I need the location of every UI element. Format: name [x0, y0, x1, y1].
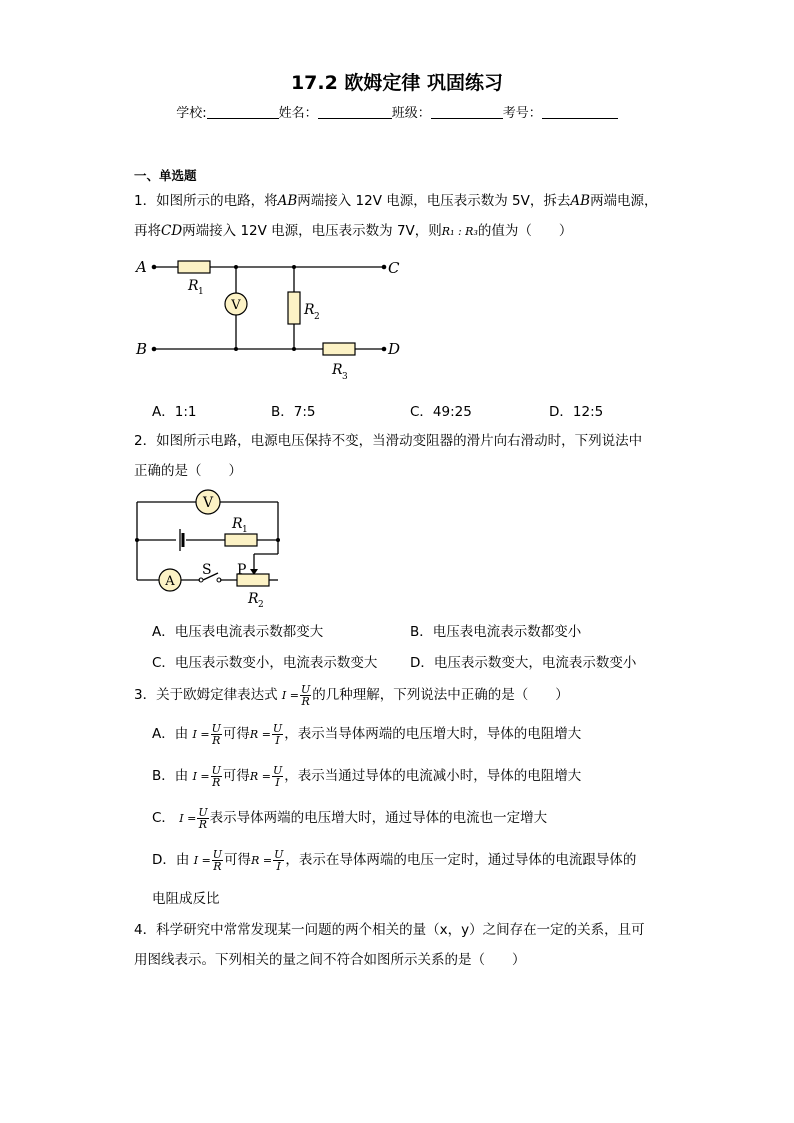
q1-line-1: 1．如图所示的电路，将AB两端接入 12V 电源，电压表示数为 5V，拆去AB两端电源，: [134, 193, 658, 209]
exam-no-blank: [542, 104, 618, 119]
r2-subscript-q2: 2: [258, 600, 264, 610]
switch-label: S: [202, 562, 212, 578]
q3-option-d[interactable]: D．由 I = $\frac{U}{R}$ 可得R = $\frac{U}{I}$ ，表示在导体两端的电压一定时，通过导体的电流跟导体的: [152, 847, 637, 873]
q2-option-a[interactable]: A．电压表电流表示数都变大: [152, 624, 324, 640]
slider-label: P: [237, 562, 247, 578]
exam-no-label: 考号：: [502, 106, 542, 121]
resistor-r1-q2: [225, 534, 257, 546]
name-label: 姓名：: [278, 106, 318, 121]
r2-label: R: [304, 302, 315, 318]
q1-option-b[interactable]: B．7:5: [271, 404, 316, 420]
r2-subscript: 2: [314, 312, 320, 322]
question-3: 3．关于欧姆定律表达式 I = $\frac{U}{R}$ 的几种理解，下列说法中正确的是（ ）: [134, 682, 569, 708]
q2-option-b[interactable]: B．电压表电流表示数都变小: [410, 624, 582, 640]
school-blank: [207, 104, 279, 119]
student-info-line: [0, 102, 794, 121]
r1-subscript: 1: [198, 287, 204, 297]
section-title: 一、单选题: [134, 168, 197, 183]
voltmeter-label: V: [231, 298, 241, 313]
terminal-c-label: C: [388, 259, 400, 277]
r2-label-q2: R: [248, 591, 259, 607]
terminal-a-label: A: [136, 258, 147, 276]
q3-option-b[interactable]: B．由 I = $\frac{U}{R}$ 可得R = $\frac{U}{I}$ ，表示当通过导体的电流减小时，导体的电阻增大: [152, 763, 582, 789]
class-label: 班级：: [391, 106, 431, 121]
q4-line-1: 4．科学研究中常常发现某一问题的两个相关的量（x，y）之间存在一定的关系，且可: [134, 922, 645, 938]
question-4: [134, 915, 674, 975]
q2-line-2: 正确的是（ ）: [134, 463, 242, 479]
ratio-formula: R₁ : R₃: [441, 225, 478, 238]
q1-line-2: 再将CD两端接入 12V 电源，电压表示数为 7V，则R₁ : R₃的值为（ ）: [134, 223, 573, 239]
r3-subscript: 3: [342, 372, 348, 382]
class-blank: [431, 104, 503, 119]
school-label: 学校:: [176, 106, 207, 121]
question-1: [134, 186, 674, 247]
resistor-r3: [323, 343, 355, 355]
voltmeter-label-2: V: [202, 495, 214, 511]
q2-option-d[interactable]: D．电压表示数变大，电流表示数变小: [410, 655, 637, 671]
q1-option-a[interactable]: A．1:1: [152, 404, 197, 420]
q2-option-c[interactable]: C．电压表示数变小，电流表示数变大: [152, 655, 378, 671]
resistor-r2: [288, 292, 300, 324]
q1-option-c[interactable]: C．49:25: [410, 404, 472, 420]
r1-label: R: [188, 278, 199, 294]
q3-option-a[interactable]: A．由 I = $\frac{U}{R}$ 可得R = $\frac{U}{I}$ ，表示当导体两端的电压增大时，导体的电阻增大: [152, 721, 582, 747]
q3-option-c[interactable]: C． I = $\frac{U}{R}$ 表示导体两端的电压增大时，通过导体的电流也一定增大: [152, 805, 548, 831]
page-title: 17.2 欧姆定律 巩固练习: [290, 72, 504, 94]
q2-line-1: 2．如图所示电路，电源电压保持不变，当滑动变阻器的滑片向右滑动时，下列说法中: [134, 433, 643, 449]
ammeter-label: A: [165, 574, 175, 589]
ohm-law-formula: I =: [281, 689, 299, 702]
q1-option-d[interactable]: D．12:5: [549, 404, 604, 420]
r3-label: R: [332, 362, 343, 378]
circuit-diagram-2: [128, 486, 288, 610]
terminal-b-label: B: [136, 340, 148, 358]
circuit-diagram-1: [130, 252, 410, 384]
r1-subscript-q2: 1: [242, 525, 248, 535]
terminal-d-label: D: [388, 340, 401, 358]
resistor-r1: [178, 261, 210, 273]
q3-option-d-continued: 电阻成反比: [152, 891, 220, 907]
question-2: [134, 426, 674, 486]
r1-label-q2: R: [232, 516, 243, 532]
q4-line-2: 用图线表示。下列相关的量之间不符合如图所示关系的是（ ）: [134, 952, 526, 968]
name-blank: [318, 104, 392, 119]
